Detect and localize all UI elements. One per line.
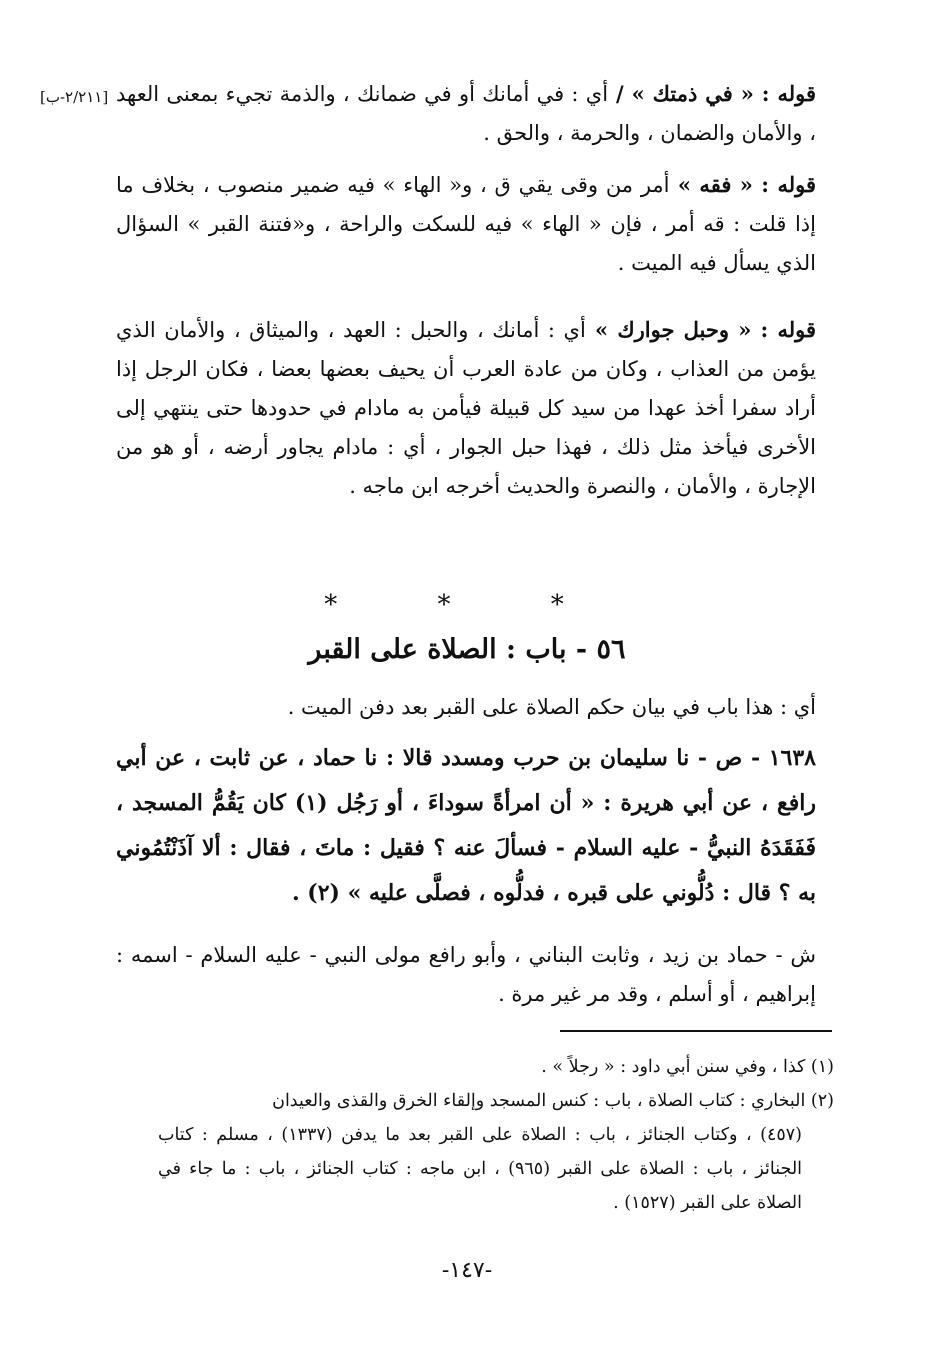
explanation-text: أي : أمانك ، والحبل : العهد ، والميثاق ، والأمان الذي يؤمن من العذاب ، وكان من عادة العرب أن يحيف بعضها بعضا ، فكان الرجل إذا أراد سفرا أخذ عهدا من سيد كل قبيلة فيأمن به مادام في حدودها حتى ينتهي إلى الأخرى فيأخذ مثل ذلك ، فهذا حبل الجوار ، أي : مادام يجاور أرضه ، أو هو من الإجارة ، والأمان ، والنصرة والحديث أخرجه ابن ماجه . (116, 318, 816, 498)
explanation-text: أي : في أمانك أو في ضمانك ، والذمة تجيء بمعنى العهد ، والأمان والضمان ، والحرمة ، والحق . (116, 82, 816, 145)
hadith-part-2: كان يَقُمُّ المسجد ، فَفَقَدَهُ النبيُّ - عليه السلام - فسألَ عنه ؟ فقيل : ماتَ ، فقال : ألا آذَنْتُمُوني به ؟ قال : دُلُّوني على قبره ، فدلُّوه ، فصلَّى عليه » (116, 790, 816, 906)
footnote-2: (٢) البخاري : كتاب الصلاة ، باب : كنس المسجد وإلقاء الخرق والقذى والعيدان (272, 1091, 834, 1111)
quoted-phrase: قوله : « وحبل جوارك » (585, 317, 817, 342)
chapter-heading: ٥٦ - باب : الصلاة على القبر (308, 634, 626, 665)
explanation-text: أمر من وقى يقي ق ، و« الهاء » فيه ضمير منصوب ، بخلاف ما إذا قلت : قه أمر ، فإن « الهاء » فيه للسكت والراحة ، و«فتنة القبر » السؤال الذي يسأل فيه الميت . (116, 173, 816, 275)
hadith-commentary (116, 936, 816, 1014)
footnote-2-continued: (٤٥٧) ، وكتاب الجنائز ، باب : الصلاة على القبر بعد ما يدفن (١٣٣٧) ، مسلم : كتاب الجنائز ، باب : الصلاة على القبر (٩٦٥) ، ابن ماجه : كتاب الجنائز ، باب : ما جاء في الصلاة على القبر (١٥٢٧) . (158, 1125, 803, 1213)
paragraph (116, 165, 816, 283)
paragraph (116, 74, 816, 153)
hadith-part-1: ١٦٣٨ - ص - نا سليمان بن حرب ومسدد قالا : نا حماد ، عن ثابت ، عن أبي رافع ، عن أبي هريرة : « أن امرأةً سوداءَ ، أو رَجُل (116, 745, 816, 816)
footnote-divider (560, 1030, 832, 1032)
quoted-phrase: قوله : « في ذمتك » / (608, 81, 816, 106)
footnote-1: (١) كذا ، وفي سنن أبي داود : « رجلاً » . (541, 1057, 834, 1077)
intro-text: أي : هذا باب في بيان حكم الصلاة على القبر بعد دفن الميت . (287, 695, 816, 719)
hadith-part-3: . (291, 880, 308, 906)
commentary-section-2 (116, 165, 816, 283)
footnote-marker-1[interactable]: (١) (294, 790, 328, 816)
commentary-section-1 (116, 74, 816, 153)
paragraph (116, 310, 816, 506)
footnote-marker-2[interactable]: (٢) (307, 880, 340, 906)
hadith-text (116, 736, 816, 916)
margin-manuscript-reference: [٢/٢١١-ب] (40, 88, 109, 106)
footnotes (158, 1050, 834, 1220)
hadith-paragraph (116, 736, 816, 916)
quoted-phrase: قوله : « فقه » (669, 172, 816, 197)
chapter-intro (116, 688, 816, 727)
commentary-section-3 (116, 310, 816, 506)
commentary-text: ش - حماد بن زيد ، وثابت البناني ، وأبو رافع مولى النبي - عليه السلام - اسمه : إبراهيم ، أو أسلم ، وقد مر غير مرة . (116, 943, 816, 1006)
section-separator: * * * (324, 590, 610, 620)
page-number: -١٤٧- (441, 1258, 493, 1283)
